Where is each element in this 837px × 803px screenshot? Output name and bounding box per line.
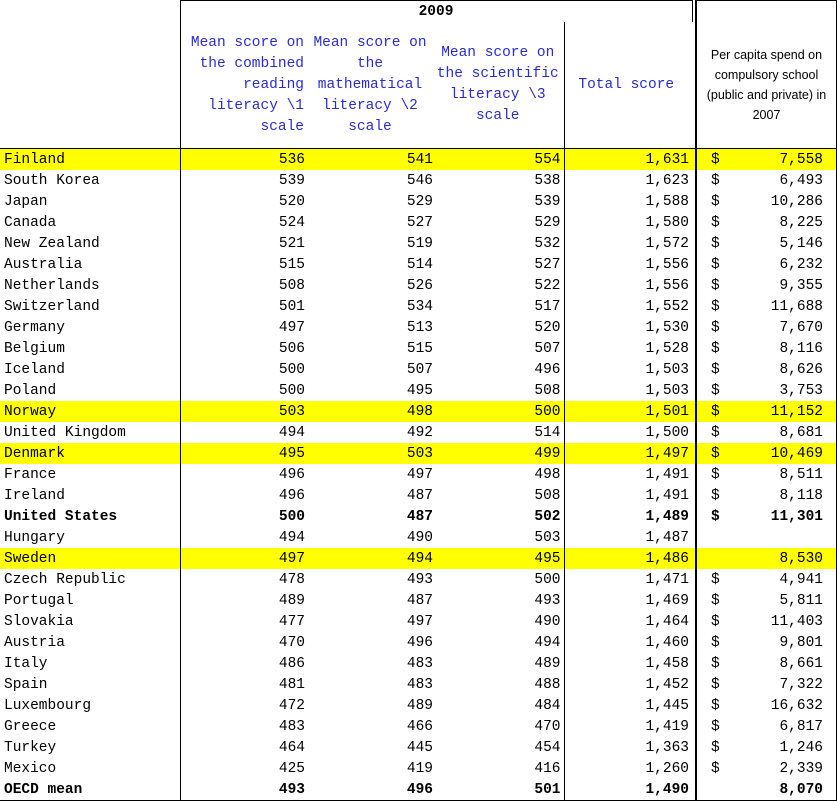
- dollar-sign: $: [711, 403, 720, 420]
- table-row: [0, 779, 837, 801]
- math-score-cell: 489: [406, 697, 433, 714]
- country-cell: Spain: [4, 676, 48, 693]
- spend-value: 8,225: [779, 214, 823, 231]
- spend-cell: [696, 233, 837, 254]
- math-score-cell: 494: [308, 548, 436, 569]
- dollar-sign: $: [711, 172, 720, 189]
- table-row: [0, 674, 837, 695]
- dollar-sign: $: [711, 214, 720, 231]
- math-score-cell: 487: [406, 508, 433, 525]
- country-cell: Slovakia: [4, 613, 74, 630]
- spend-value: 6,817: [779, 718, 823, 735]
- science-score-cell: 554: [436, 149, 564, 171]
- spend-cell: [696, 548, 837, 569]
- reading-score-cell: 478: [180, 569, 308, 590]
- math-score-cell: 497: [406, 466, 433, 483]
- reading-score-cell: 493: [180, 779, 308, 801]
- year-header-row: [0, 1, 837, 23]
- country-cell: Switzerland: [4, 298, 100, 315]
- country-cell: Turkey: [4, 739, 57, 756]
- math-score-cell: 529: [406, 193, 433, 210]
- spend-value: 1,246: [779, 739, 823, 756]
- table-row: [0, 359, 837, 380]
- spend-value: 16,632: [770, 697, 823, 714]
- science-score-cell: 539: [534, 193, 561, 210]
- dollar-sign: $: [711, 634, 720, 651]
- table-row: [0, 716, 837, 737]
- dollar-sign: $: [711, 277, 720, 294]
- science-score-cell: 500: [436, 401, 564, 422]
- spend-cell: [696, 254, 837, 275]
- dollar-sign: $: [711, 613, 720, 630]
- spend-cell: [696, 674, 837, 695]
- total-score-cell: 1,458: [564, 653, 692, 674]
- country-cell: Hungary: [4, 529, 65, 546]
- reading-score-cell: 508: [180, 275, 308, 296]
- total-score-cell: 1,588: [564, 191, 692, 212]
- dollar-sign: $: [711, 298, 720, 315]
- spend-cell: [696, 779, 837, 801]
- science-score-cell: 494: [534, 634, 561, 651]
- total-score-cell: 1,572: [564, 233, 692, 254]
- dollar-sign: $: [711, 697, 720, 714]
- country-cell: Austria: [4, 634, 65, 651]
- spend-cell: [696, 443, 837, 464]
- spend-cell: [696, 422, 837, 443]
- reading-score-cell: 500: [180, 380, 308, 401]
- dollar-sign: $: [711, 424, 720, 441]
- science-score-cell: 489: [534, 655, 561, 672]
- science-score-cell: 517: [534, 298, 561, 315]
- spend-cell: [696, 569, 837, 590]
- spend-value: 5,146: [779, 235, 823, 252]
- dollar-sign: $: [711, 193, 720, 210]
- spend-cell: [696, 737, 837, 758]
- col-header-total: Total score: [564, 22, 692, 149]
- total-score-cell: 1,501: [564, 401, 692, 422]
- total-score-cell: 1,503: [564, 359, 692, 380]
- science-score-cell: 490: [534, 613, 561, 630]
- total-score-cell: 1,490: [564, 779, 692, 801]
- country-cell: Portugal: [4, 592, 74, 609]
- spend-cell: [696, 296, 837, 317]
- table-row: [0, 233, 837, 254]
- table-row: [0, 569, 837, 590]
- math-score-cell: 515: [406, 340, 433, 357]
- spend-value: 7,322: [779, 676, 823, 693]
- math-score-cell: 503: [308, 443, 436, 464]
- science-score-cell: 416: [534, 760, 561, 777]
- total-score-cell: 1,419: [564, 716, 692, 737]
- math-score-cell: 487: [406, 592, 433, 609]
- spend-value: 6,232: [779, 256, 823, 273]
- dollar-sign: $: [711, 739, 720, 756]
- science-score-cell: 470: [534, 718, 561, 735]
- table-row: [0, 401, 837, 422]
- spend-cell: [696, 317, 837, 338]
- math-score-cell: 534: [406, 298, 433, 315]
- country-cell: United Kingdom: [4, 424, 126, 441]
- table-row: [0, 548, 837, 569]
- table-row: [0, 590, 837, 611]
- spend-value: 8,661: [779, 655, 823, 672]
- reading-score-cell: 503: [180, 401, 308, 422]
- dollar-sign: $: [711, 256, 720, 273]
- math-score-cell: 495: [406, 382, 433, 399]
- table-row: [0, 170, 837, 191]
- spend-value: 10,469: [770, 445, 823, 462]
- math-score-cell: 466: [406, 718, 433, 735]
- science-score-cell: 454: [534, 739, 561, 756]
- country-cell: Ireland: [4, 487, 65, 504]
- total-score-cell: 1,623: [564, 170, 692, 191]
- reading-score-cell: 500: [180, 506, 308, 527]
- table-row: [0, 149, 837, 171]
- table-row: [0, 653, 837, 674]
- table-row: [0, 443, 837, 464]
- math-score-cell: 483: [406, 676, 433, 693]
- reading-score-cell: 464: [180, 737, 308, 758]
- math-score-cell: 490: [406, 529, 433, 546]
- math-score-cell: 498: [308, 401, 436, 422]
- dollar-sign: $: [711, 655, 720, 672]
- math-score-cell: 514: [406, 256, 433, 273]
- math-score-cell: 519: [406, 235, 433, 252]
- science-score-cell: 495: [436, 548, 564, 569]
- spend-cell: [696, 401, 837, 422]
- math-score-cell: 445: [406, 739, 433, 756]
- math-score-cell: 546: [406, 172, 433, 189]
- spend-value: 11,688: [770, 298, 823, 315]
- table-row: [0, 380, 837, 401]
- reading-score-cell: 506: [180, 338, 308, 359]
- reading-score-cell: 501: [180, 296, 308, 317]
- spend-cell: [696, 632, 837, 653]
- total-score-cell: 1,452: [564, 674, 692, 695]
- spend-value: 11,301: [770, 508, 823, 525]
- science-score-cell: 508: [534, 487, 561, 504]
- science-score-cell: 484: [534, 697, 561, 714]
- table-row: [0, 758, 837, 779]
- country-cell: Netherlands: [4, 277, 100, 294]
- reading-score-cell: 496: [180, 485, 308, 506]
- reading-score-cell: 497: [180, 317, 308, 338]
- math-score-cell: 527: [406, 214, 433, 231]
- year-header: 2009: [180, 1, 692, 23]
- country-cell: South Korea: [4, 172, 100, 189]
- total-score-cell: 1,556: [564, 275, 692, 296]
- science-score-cell: 498: [534, 466, 561, 483]
- total-score-cell: 1,556: [564, 254, 692, 275]
- math-score-cell: 513: [406, 319, 433, 336]
- dollar-sign: $: [711, 508, 720, 525]
- country-cell: Greece: [4, 718, 57, 735]
- dollar-sign: $: [711, 487, 720, 504]
- spend-cell: [696, 149, 837, 171]
- country-cell: Italy: [4, 655, 48, 672]
- table-row: [0, 254, 837, 275]
- spend-value: 3,753: [779, 382, 823, 399]
- math-score-cell: 496: [308, 779, 436, 801]
- country-cell: Canada: [4, 214, 57, 231]
- math-score-cell: 419: [406, 760, 433, 777]
- spend-cell: [696, 590, 837, 611]
- science-score-cell: 500: [534, 571, 561, 588]
- spend-value: 7,670: [779, 319, 823, 336]
- country-cell: Mexico: [4, 760, 57, 777]
- spend-value: 8,116: [779, 340, 823, 357]
- table-row: [0, 464, 837, 485]
- spend-cell: [696, 527, 837, 548]
- math-score-cell: 492: [406, 424, 433, 441]
- table-row: [0, 485, 837, 506]
- total-score-cell: 1,260: [564, 758, 692, 779]
- spend-cell: [696, 506, 837, 527]
- dollar-sign: $: [711, 340, 720, 357]
- country-cell: Iceland: [4, 361, 65, 378]
- total-score-cell: 1,500: [564, 422, 692, 443]
- reading-score-cell: 472: [180, 695, 308, 716]
- spend-cell: [696, 380, 837, 401]
- reading-score-cell: 470: [180, 632, 308, 653]
- math-score-cell: 487: [406, 487, 433, 504]
- total-score-cell: 1,489: [564, 506, 692, 527]
- reading-score-cell: 515: [180, 254, 308, 275]
- col-header-science: Mean score on the scientific literacy \3 scale: [436, 22, 564, 149]
- science-score-cell: 501: [436, 779, 564, 801]
- reading-score-cell: 489: [180, 590, 308, 611]
- country-cell: OECD mean: [0, 779, 180, 801]
- total-score-cell: 1,530: [564, 317, 692, 338]
- table-row: [0, 527, 837, 548]
- reading-score-cell: 496: [180, 464, 308, 485]
- reading-score-cell: 486: [180, 653, 308, 674]
- total-score-cell: 1,471: [564, 569, 692, 590]
- science-score-cell: 527: [534, 256, 561, 273]
- dollar-sign: $: [711, 571, 720, 588]
- dollar-sign: [697, 551, 733, 567]
- science-score-cell: 503: [534, 529, 561, 546]
- total-score-cell: 1,503: [564, 380, 692, 401]
- science-score-cell: 520: [534, 319, 561, 336]
- reading-score-cell: 520: [180, 191, 308, 212]
- reading-score-cell: 494: [180, 527, 308, 548]
- total-score-cell: 1,445: [564, 695, 692, 716]
- table-row: [0, 632, 837, 653]
- science-score-cell: 496: [534, 361, 561, 378]
- spend-value: 10,286: [770, 193, 823, 210]
- country-cell: Luxembourg: [4, 697, 92, 714]
- total-score-cell: 1,487: [564, 527, 692, 548]
- reading-score-cell: 524: [180, 212, 308, 233]
- table-row: [0, 611, 837, 632]
- spend-cell: [696, 170, 837, 191]
- science-score-cell: 529: [534, 214, 561, 231]
- total-score-cell: 1,491: [564, 464, 692, 485]
- spend-value: 4,941: [779, 571, 823, 588]
- spend-value: 8,118: [779, 487, 823, 504]
- reading-score-cell: 521: [180, 233, 308, 254]
- country-cell: France: [4, 466, 57, 483]
- total-score-cell: 1,631: [564, 149, 692, 171]
- spend-value: 8,681: [779, 424, 823, 441]
- table-row: [0, 695, 837, 716]
- math-score-cell: 541: [308, 149, 436, 171]
- math-score-cell: 507: [406, 361, 433, 378]
- country-cell: Japan: [4, 193, 48, 210]
- country-cell: Norway: [0, 401, 180, 422]
- reading-score-cell: 539: [180, 170, 308, 191]
- reading-score-cell: 495: [180, 443, 308, 464]
- reading-score-cell: 536: [180, 149, 308, 171]
- math-score-cell: 497: [406, 613, 433, 630]
- spend-cell: [696, 464, 837, 485]
- science-score-cell: 507: [534, 340, 561, 357]
- country-cell: Poland: [4, 382, 57, 399]
- column-header-row: [0, 22, 837, 149]
- spend-value: 2,339: [779, 760, 823, 777]
- spend-cell: [696, 485, 837, 506]
- spend-cell: [696, 191, 837, 212]
- spend-cell: [696, 611, 837, 632]
- reading-score-cell: 500: [180, 359, 308, 380]
- spend-cell: [696, 758, 837, 779]
- total-score-cell: 1,363: [564, 737, 692, 758]
- country-cell: United States: [4, 508, 118, 525]
- total-score-cell: 1,464: [564, 611, 692, 632]
- dollar-sign: $: [711, 466, 720, 483]
- table-row: [0, 338, 837, 359]
- math-score-cell: 526: [406, 277, 433, 294]
- total-score-cell: 1,460: [564, 632, 692, 653]
- dollar-sign: $: [711, 676, 720, 693]
- table-row: [0, 317, 837, 338]
- spend-value: 8,511: [779, 466, 823, 483]
- science-score-cell: 499: [436, 443, 564, 464]
- dollar-sign: $: [711, 319, 720, 336]
- country-cell: New Zealand: [4, 235, 100, 252]
- table-row: [0, 506, 837, 527]
- total-score-cell: 1,491: [564, 485, 692, 506]
- country-cell: Belgium: [4, 340, 65, 357]
- total-score-cell: 1,552: [564, 296, 692, 317]
- spend-value: 11,152: [770, 403, 823, 420]
- table-row: [0, 191, 837, 212]
- total-score-cell: 1,580: [564, 212, 692, 233]
- science-score-cell: 493: [534, 592, 561, 609]
- country-cell: Australia: [4, 256, 83, 273]
- math-score-cell: 496: [406, 634, 433, 651]
- col-header-math: Mean score on the mathematical literacy \2 scale: [308, 22, 436, 149]
- spend-cell: [696, 359, 837, 380]
- spend-cell: [696, 695, 837, 716]
- science-score-cell: 538: [534, 172, 561, 189]
- reading-score-cell: 494: [180, 422, 308, 443]
- total-score-cell: 1,528: [564, 338, 692, 359]
- science-score-cell: 508: [534, 382, 561, 399]
- country-cell: Finland: [0, 149, 180, 171]
- spend-cell: [696, 338, 837, 359]
- spend-cell: [696, 212, 837, 233]
- col-header-reading: Mean score on the combined reading literacy \1 scale: [180, 22, 308, 149]
- spend-value: 8,626: [779, 361, 823, 378]
- country-cell: Czech Republic: [4, 571, 126, 588]
- science-score-cell: 488: [534, 676, 561, 693]
- spend-value: 9,355: [779, 277, 823, 294]
- country-cell: Denmark: [0, 443, 180, 464]
- dollar-sign: $: [711, 382, 720, 399]
- math-score-cell: 493: [406, 571, 433, 588]
- dollar-sign: $: [711, 361, 720, 378]
- spend-value: 9,801: [779, 634, 823, 651]
- spend-value: 6,493: [779, 172, 823, 189]
- dollar-sign: $: [711, 151, 720, 168]
- reading-score-cell: 425: [180, 758, 308, 779]
- total-score-cell: 1,486: [564, 548, 692, 569]
- spend-value: 7,558: [779, 151, 823, 168]
- spend-cell: [696, 275, 837, 296]
- total-score-cell: 1,497: [564, 443, 692, 464]
- spend-cell: [696, 653, 837, 674]
- col-header-spend: Per capita spend on compulsory school (public and private) in 2007: [696, 22, 837, 149]
- total-score-cell: 1,469: [564, 590, 692, 611]
- dollar-sign: $: [711, 445, 720, 462]
- reading-score-cell: 483: [180, 716, 308, 737]
- spend-value: 11,403: [770, 613, 823, 630]
- table-row: [0, 212, 837, 233]
- science-score-cell: 532: [534, 235, 561, 252]
- table-row: [0, 275, 837, 296]
- country-cell: Sweden: [0, 548, 180, 569]
- table-row: [0, 296, 837, 317]
- spend-value: 5,811: [779, 592, 823, 609]
- reading-score-cell: 477: [180, 611, 308, 632]
- dollar-sign: $: [711, 718, 720, 735]
- spend-cell: [696, 716, 837, 737]
- spend-value: 8,530: [779, 550, 823, 567]
- dollar-sign: $: [711, 760, 720, 777]
- reading-score-cell: 497: [180, 548, 308, 569]
- country-cell: Germany: [4, 319, 65, 336]
- table-row: [0, 737, 837, 758]
- dollar-sign: $: [711, 592, 720, 609]
- dollar-sign: $: [711, 235, 720, 252]
- science-score-cell: 522: [534, 277, 561, 294]
- dollar-sign: [697, 782, 733, 798]
- science-score-cell: 514: [534, 424, 561, 441]
- math-score-cell: 483: [406, 655, 433, 672]
- spend-value: 8,070: [779, 781, 823, 798]
- science-score-cell: 502: [534, 508, 561, 525]
- table-row: [0, 422, 837, 443]
- reading-score-cell: 481: [180, 674, 308, 695]
